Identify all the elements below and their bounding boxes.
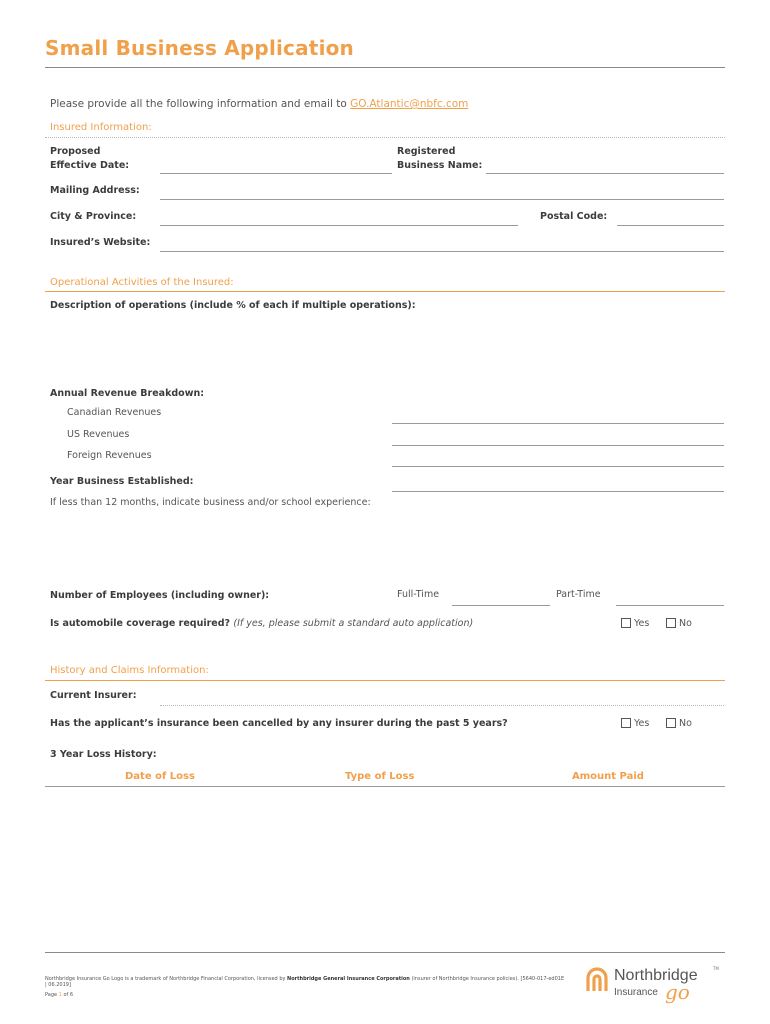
year-established-line xyxy=(392,491,724,492)
column-date-of-loss: Date of Loss xyxy=(125,771,195,782)
section-heading-operations: Operational Activities of the Insured: xyxy=(50,277,234,288)
cancelled-no-label: No xyxy=(679,718,692,729)
title-divider xyxy=(45,67,725,68)
page-number xyxy=(45,992,73,998)
effective-date-line xyxy=(160,173,392,174)
us-revenues-line xyxy=(392,445,724,446)
label-postal-code: Postal Code: xyxy=(540,211,608,222)
postal-code-input[interactable] xyxy=(617,210,724,224)
loss-table-header-rule xyxy=(45,786,725,787)
brand-go: go xyxy=(665,980,690,1004)
label-full-time: Full-Time xyxy=(397,589,440,600)
label-part-time: Part-Time xyxy=(556,589,601,600)
city-province-line xyxy=(160,225,518,226)
northbridge-logo xyxy=(585,964,725,1004)
current-insurer-line xyxy=(160,705,724,706)
auto-question-text: Is automobile coverage required? xyxy=(50,618,231,629)
section-heading-history: History and Claims Information: xyxy=(50,665,209,676)
intro-text xyxy=(50,98,468,110)
email-link[interactable]: GO.Atlantic@nbfc.com xyxy=(350,98,469,110)
full-time-line xyxy=(452,605,550,606)
page-current: 1 xyxy=(58,992,62,998)
label-annual-revenue: Annual Revenue Breakdown: xyxy=(50,388,205,399)
section-rule-insured xyxy=(45,137,725,138)
label-proposed-line2: Effective Date: xyxy=(50,160,130,171)
label-registered-line1: Registered xyxy=(397,146,456,157)
auto-yes-checkbox[interactable] xyxy=(621,618,631,628)
canadian-revenues-line xyxy=(392,423,724,424)
brand-name: Northbridge xyxy=(614,967,698,984)
label-proposed-effective-date xyxy=(50,145,129,173)
canadian-revenues-input[interactable] xyxy=(392,408,724,422)
cancelled-question: Has the applicant’s insurance been cancelled by any insurer during the past 5 years? xyxy=(50,718,508,729)
description-operations-input[interactable] xyxy=(50,316,724,380)
mailing-address-line xyxy=(160,199,724,200)
year-established-input[interactable] xyxy=(392,476,724,490)
brand-tm: TM xyxy=(713,966,719,971)
business-name-input[interactable] xyxy=(486,158,724,172)
auto-yes-option[interactable] xyxy=(621,618,649,629)
label-number-employees: Number of Employees (including owner): xyxy=(50,590,270,601)
footer-text-bold: Northbridge General Insurance Corporation xyxy=(287,976,410,982)
effective-date-input[interactable] xyxy=(160,158,392,172)
foreign-revenues-line xyxy=(392,466,724,467)
footer-trademark xyxy=(45,976,565,988)
foreign-revenues-input[interactable] xyxy=(392,451,724,465)
us-revenues-input[interactable] xyxy=(392,430,724,444)
website-line xyxy=(160,251,724,252)
auto-no-option[interactable] xyxy=(666,618,692,629)
part-time-line xyxy=(616,605,724,606)
label-mailing-address: Mailing Address: xyxy=(50,185,140,196)
full-time-input[interactable] xyxy=(452,590,550,604)
cancelled-yes-option[interactable] xyxy=(621,718,649,729)
business-name-line xyxy=(486,173,724,174)
city-province-input[interactable] xyxy=(160,210,518,224)
cancelled-no-option[interactable] xyxy=(666,718,692,729)
postal-code-line xyxy=(617,225,724,226)
section-heading-insured: Insured Information: xyxy=(50,122,152,133)
section-rule-operations xyxy=(45,291,725,292)
label-loss-history: 3 Year Loss History: xyxy=(50,749,157,760)
brand-sub: Insurance xyxy=(614,987,658,998)
column-amount-paid: Amount Paid xyxy=(572,771,644,782)
footer-text-pre: Northbridge Insurance Go Logo is a trademark of Northbridge Financial Corporation, licensed by xyxy=(45,976,288,982)
mailing-address-input[interactable] xyxy=(160,184,724,198)
cancelled-no-checkbox[interactable] xyxy=(666,718,676,728)
northbridge-mark-icon xyxy=(585,967,609,993)
label-proposed-line1: Proposed xyxy=(50,146,101,157)
label-year-established: Year Business Established: xyxy=(50,476,194,487)
experience-input[interactable] xyxy=(50,514,724,578)
label-experience: If less than 12 months, indicate business and/or school experience: xyxy=(50,497,371,508)
auto-coverage-question xyxy=(50,617,473,631)
footer-text-post: (insurer of Northbridge Insurance policies). [5640-017-ed01E | 06.2019] xyxy=(45,976,565,988)
intro-label: Please provide all the following information and email to xyxy=(50,98,351,110)
form-title: Small Business Application xyxy=(45,36,354,60)
cancelled-yes-checkbox[interactable] xyxy=(621,718,631,728)
label-registered-business-name xyxy=(397,145,482,173)
label-description-operations: Description of operations (include % of each if multiple operations): xyxy=(50,300,416,311)
label-insured-website: Insured’s Website: xyxy=(50,237,151,248)
label-canadian-revenues: Canadian Revenues xyxy=(67,407,162,418)
auto-yes-label: Yes xyxy=(634,618,650,629)
cancelled-yes-label: Yes xyxy=(634,718,650,729)
label-current-insurer: Current Insurer: xyxy=(50,690,137,701)
column-type-of-loss: Type of Loss xyxy=(345,771,415,782)
section-rule-history xyxy=(45,680,725,681)
auto-no-checkbox[interactable] xyxy=(666,618,676,628)
current-insurer-input[interactable] xyxy=(160,689,724,703)
website-input[interactable] xyxy=(160,236,724,250)
label-city-province: City & Province: xyxy=(50,211,137,222)
auto-no-label: No xyxy=(679,618,692,629)
page-of: of 6 xyxy=(61,992,74,998)
label-us-revenues: US Revenues xyxy=(67,429,130,440)
part-time-input[interactable] xyxy=(616,590,724,604)
page-label: Page xyxy=(45,992,59,998)
label-registered-line2: Business Name: xyxy=(397,160,483,171)
footer-divider xyxy=(45,952,725,953)
auto-question-note: (If yes, please submit a standard auto application) xyxy=(233,618,474,629)
label-foreign-revenues: Foreign Revenues xyxy=(67,450,152,461)
